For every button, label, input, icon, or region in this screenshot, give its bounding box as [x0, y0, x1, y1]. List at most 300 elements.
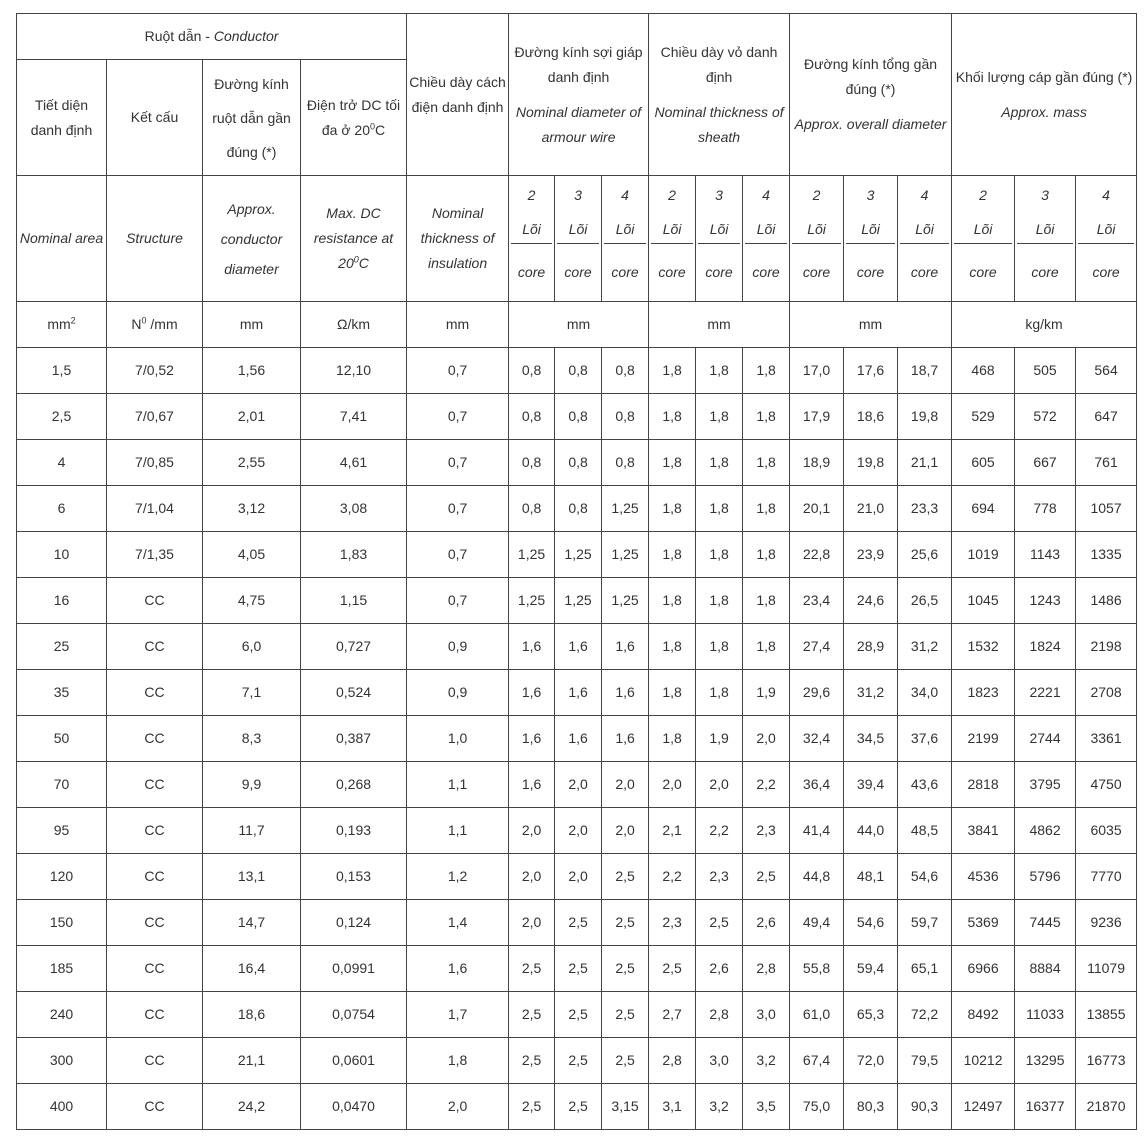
structure-header-en: Structure	[107, 176, 203, 302]
table-cell: 72,0	[844, 1038, 898, 1084]
table-cell: 1823	[952, 670, 1015, 716]
table-cell: 0,8	[555, 394, 602, 440]
table-cell: 2,5	[17, 394, 107, 440]
core-label-vi: Lõi	[662, 221, 682, 237]
table-cell: 1,25	[602, 532, 649, 578]
table-cell: 19,8	[898, 394, 952, 440]
unit-insulation: mm	[407, 302, 509, 348]
core-label-vi: Lõi	[709, 221, 729, 237]
table-cell: 18,6	[844, 394, 898, 440]
table-cell: 72,2	[898, 992, 952, 1038]
table-cell: 2,0	[555, 762, 602, 808]
table-cell: CC	[107, 716, 203, 762]
table-cell: 1,6	[602, 716, 649, 762]
unit-area: $mm^2$	[17, 302, 107, 348]
table-cell: 0,8	[602, 394, 649, 440]
table-cell: CC	[107, 762, 203, 808]
unit-sheath: mm	[649, 302, 790, 348]
table-cell: 6,0	[203, 624, 301, 670]
table-cell: 2,0	[407, 1084, 509, 1130]
table-cell: 2,5	[602, 946, 649, 992]
table-cell: 31,2	[898, 624, 952, 670]
table-cell: 4	[17, 440, 107, 486]
table-cell: 2,5	[509, 946, 555, 992]
table-cell: 6966	[952, 946, 1015, 992]
table-cell: 0,8	[555, 440, 602, 486]
diameter-header-vi: Đường kính ruột dẫn gần đúng (*)	[203, 60, 301, 176]
table-cell: 7/1,04	[107, 486, 203, 532]
table-cell: 1,8	[649, 486, 696, 532]
core-count: 4	[920, 187, 929, 203]
table-cell: 95	[17, 808, 107, 854]
table-cell: 2,0	[602, 762, 649, 808]
table-cell: 2,5	[743, 854, 790, 900]
table-cell: 1,8	[649, 532, 696, 578]
core-label-vi: Lõi	[973, 221, 993, 237]
table-cell: 0,7	[407, 348, 509, 394]
table-row	[17, 992, 1137, 1038]
table-cell: 1,6	[407, 946, 509, 992]
table-cell: 2,0	[602, 808, 649, 854]
table-cell: 1,0	[407, 716, 509, 762]
table-cell: 0,9	[407, 624, 509, 670]
table-cell: 1335	[1076, 532, 1137, 578]
table-cell: 2,0	[649, 762, 696, 808]
table-cell: 4,75	[203, 578, 301, 624]
insulation-header-vi: Chiều dày cách điện danh định	[407, 14, 509, 176]
table-cell: 2,8	[649, 1038, 696, 1084]
table-cell: 1,8	[649, 440, 696, 486]
table-row	[17, 762, 1137, 808]
table-cell: 80,3	[844, 1084, 898, 1130]
table-cell: 3,2	[743, 1038, 790, 1084]
table-cell: 2,5	[602, 900, 649, 946]
table-row	[17, 440, 1137, 486]
table-cell: 2,5	[696, 900, 743, 946]
table-cell: 17,9	[790, 394, 844, 440]
table-cell: 7/0,85	[107, 440, 203, 486]
table-cell: 50	[17, 716, 107, 762]
table-cell: 1,8	[743, 440, 790, 486]
table-cell: 667	[1015, 440, 1076, 486]
table-cell: 2,0	[743, 716, 790, 762]
table-cell: 2,0	[509, 808, 555, 854]
table-cell: 0,8	[555, 486, 602, 532]
table-cell: 1,6	[509, 670, 555, 716]
table-cell: 22,8	[790, 532, 844, 578]
core-count: 2	[668, 187, 676, 203]
table-cell: 32,4	[790, 716, 844, 762]
table-cell: 2,3	[649, 900, 696, 946]
table-cell: 10212	[952, 1038, 1015, 1084]
table-cell: 65,3	[844, 992, 898, 1038]
core-label-vi: Lõi	[807, 221, 826, 237]
sheath-header: Chiều dày vỏ danh định Nominal thickness of sheath	[649, 14, 790, 176]
core-label-vi: Lõi	[522, 221, 541, 237]
table-cell: 16377	[1015, 1084, 1076, 1130]
table-cell: 31,2	[844, 670, 898, 716]
core-label-en: core	[517, 263, 546, 280]
table-cell: 16,4	[203, 946, 301, 992]
core-count: 2	[979, 187, 987, 203]
table-cell: 0,8	[509, 348, 555, 394]
table-cell: 120	[17, 854, 107, 900]
table-cell: 1,8	[649, 670, 696, 716]
table-cell: 13295	[1015, 1038, 1076, 1084]
mass-header: Khối lượng cáp gần đúng (*) Approx. mass	[952, 14, 1137, 176]
table-cell: 13855	[1076, 992, 1137, 1038]
table-cell: 2,5	[555, 946, 602, 992]
table-cell: 1,83	[301, 532, 407, 578]
table-cell: 400	[17, 1084, 107, 1130]
table-cell: 1532	[952, 624, 1015, 670]
table-row	[17, 394, 1137, 440]
table-cell: 26,5	[898, 578, 952, 624]
core-count: 3	[1041, 187, 1049, 203]
table-cell: 70	[17, 762, 107, 808]
table-cell: 2,0	[509, 854, 555, 900]
table-cell: 1057	[1076, 486, 1137, 532]
table-cell: 2,55	[203, 440, 301, 486]
table-cell: 1,8	[696, 532, 743, 578]
table-cell: 2,01	[203, 394, 301, 440]
table-row	[17, 946, 1137, 992]
table-cell: 2198	[1076, 624, 1137, 670]
table-cell: 36,4	[790, 762, 844, 808]
table-cell: 1045	[952, 578, 1015, 624]
core-header-sheath-2	[649, 176, 696, 302]
table-cell: 5796	[1015, 854, 1076, 900]
table-cell: 11079	[1076, 946, 1137, 992]
table-cell: 0,7	[407, 394, 509, 440]
core-label-vi: Lõi	[1035, 221, 1055, 237]
table-cell: 3,0	[743, 992, 790, 1038]
resistance-header-en: Max. DC resistance at $20^0C$	[301, 176, 407, 302]
table-cell: 35	[17, 670, 107, 716]
table-cell: 0,124	[301, 900, 407, 946]
area-header-vi: Tiết diện danh định	[17, 60, 107, 176]
table-cell: 1,8	[649, 716, 696, 762]
core-label-en: core	[564, 263, 592, 280]
table-cell: 1,7	[407, 992, 509, 1038]
table-cell: 39,4	[844, 762, 898, 808]
table-cell: 778	[1015, 486, 1076, 532]
table-cell: 1,6	[555, 716, 602, 762]
armour-header: Đường kính sợi giáp danh định Nominal diameter of armour wire	[509, 14, 649, 176]
core-label-en: core	[802, 263, 831, 280]
table-cell: 2,2	[696, 808, 743, 854]
table-cell: 17,0	[790, 348, 844, 394]
table-cell: 0,0754	[301, 992, 407, 1038]
table-cell: 24,2	[203, 1084, 301, 1130]
table-cell: 1486	[1076, 578, 1137, 624]
core-label-vi: Lõi	[1096, 221, 1116, 237]
table-cell: 2,5	[509, 1038, 555, 1084]
table-row	[17, 716, 1137, 762]
table-cell: 1,8	[696, 440, 743, 486]
table-cell: 3795	[1015, 762, 1076, 808]
core-label-vi: Lõi	[568, 221, 588, 237]
table-cell: 21870	[1076, 1084, 1137, 1130]
table-cell: 7,1	[203, 670, 301, 716]
table-cell: 3841	[952, 808, 1015, 854]
table-cell: 2,6	[743, 900, 790, 946]
core-label-en: core	[658, 263, 686, 280]
table-cell: 1,8	[743, 624, 790, 670]
table-cell: 7/0,67	[107, 394, 203, 440]
table-row	[17, 854, 1137, 900]
table-cell: 1,6	[555, 624, 602, 670]
table-cell: 28,9	[844, 624, 898, 670]
table-cell: 505	[1015, 348, 1076, 394]
table-cell: 572	[1015, 394, 1076, 440]
table-cell: 79,5	[898, 1038, 952, 1084]
table-cell: 43,6	[898, 762, 952, 808]
table-row	[17, 348, 1137, 394]
core-header-sheath-3	[696, 176, 743, 302]
table-cell: 4,61	[301, 440, 407, 486]
table-cell: 1,8	[649, 578, 696, 624]
table-cell: 0,0470	[301, 1084, 407, 1130]
table-cell: 18,6	[203, 992, 301, 1038]
table-cell: 0,8	[509, 440, 555, 486]
table-cell: 6	[17, 486, 107, 532]
table-cell: CC	[107, 670, 203, 716]
table-cell: 13,1	[203, 854, 301, 900]
table-cell: 1,8	[743, 578, 790, 624]
core-label-en: core	[1092, 263, 1120, 280]
table-cell: 23,3	[898, 486, 952, 532]
core-count: 2	[812, 187, 821, 203]
table-cell: 1,9	[696, 716, 743, 762]
diameter-header-en: Approx. conductor diameter	[203, 176, 301, 302]
table-cell: 23,4	[790, 578, 844, 624]
table-cell: 3,12	[203, 486, 301, 532]
table-cell: 0,727	[301, 624, 407, 670]
table-cell: 647	[1076, 394, 1137, 440]
conductor-group-header: Ruột dẫn - Conductor	[17, 14, 407, 60]
table-cell: 1243	[1015, 578, 1076, 624]
cable-spec-table	[16, 13, 1137, 1130]
table-cell: 1,8	[743, 486, 790, 532]
table-cell: 10	[17, 532, 107, 578]
table-cell: 2,0	[696, 762, 743, 808]
table-cell: 3,15	[602, 1084, 649, 1130]
core-label-vi: Lõi	[756, 221, 776, 237]
core-label-vi: Lõi	[915, 221, 934, 237]
table-row	[17, 624, 1137, 670]
table-cell: 2,8	[696, 992, 743, 1038]
table-cell: 75,0	[790, 1084, 844, 1130]
table-cell: 3,08	[301, 486, 407, 532]
table-cell: CC	[107, 1084, 203, 1130]
table-cell: 61,0	[790, 992, 844, 1038]
table-cell: 2744	[1015, 716, 1076, 762]
table-cell: 8,3	[203, 716, 301, 762]
table-cell: 1,6	[602, 624, 649, 670]
resistance-header-vi: Điện trở DC tối đa ở $20^0C$	[301, 60, 407, 176]
unit-resistance: Ω/km	[301, 302, 407, 348]
table-row	[17, 808, 1137, 854]
table-cell: 1,9	[743, 670, 790, 716]
table-cell: 1,8	[696, 670, 743, 716]
table-cell: 59,4	[844, 946, 898, 992]
core-count: 4	[762, 187, 770, 203]
table-cell: 14,7	[203, 900, 301, 946]
core-header-sheath-4	[743, 176, 790, 302]
table-cell: 2,5	[555, 1084, 602, 1130]
table-cell: 44,8	[790, 854, 844, 900]
table-cell: 1,8	[649, 624, 696, 670]
table-cell: 240	[17, 992, 107, 1038]
table-cell: 1,5	[17, 348, 107, 394]
table-row	[17, 578, 1137, 624]
table-cell: 7445	[1015, 900, 1076, 946]
table-cell: 18,9	[790, 440, 844, 486]
table-cell: 19,8	[844, 440, 898, 486]
table-cell: 2,5	[602, 1038, 649, 1084]
table-cell: 54,6	[844, 900, 898, 946]
table-cell: 2,0	[509, 900, 555, 946]
table-cell: 5369	[952, 900, 1015, 946]
table-cell: 1,6	[555, 670, 602, 716]
table-cell: 2,5	[555, 1038, 602, 1084]
table-cell: 2,5	[509, 1084, 555, 1130]
table-row	[17, 1038, 1137, 1084]
table-cell: 4,05	[203, 532, 301, 578]
table-cell: 3,5	[743, 1084, 790, 1130]
table-cell: 4536	[952, 854, 1015, 900]
table-cell: 0,9	[407, 670, 509, 716]
core-count: 3	[715, 187, 723, 203]
table-cell: CC	[107, 808, 203, 854]
table-cell: 17,6	[844, 348, 898, 394]
table-cell: 7,41	[301, 394, 407, 440]
table-cell: 18,7	[898, 348, 952, 394]
table-cell: 0,8	[509, 394, 555, 440]
table-cell: 1,2	[407, 854, 509, 900]
table-cell: 1,25	[509, 578, 555, 624]
table-row	[17, 1084, 1137, 1130]
table-cell: 3,0	[696, 1038, 743, 1084]
table-row	[17, 532, 1137, 578]
table-cell: 3361	[1076, 716, 1137, 762]
table-cell: 2221	[1015, 670, 1076, 716]
table-cell: 1,8	[743, 348, 790, 394]
core-label-en: core	[856, 263, 885, 280]
core-label-en: core	[1031, 263, 1059, 280]
table-cell: 2818	[952, 762, 1015, 808]
table-cell: 21,0	[844, 486, 898, 532]
unit-overall: mm	[790, 302, 952, 348]
table-cell: 694	[952, 486, 1015, 532]
core-label-vi: Lõi	[615, 221, 635, 237]
table-cell: 48,5	[898, 808, 952, 854]
table-cell: 7/0,52	[107, 348, 203, 394]
table-cell: 2,0	[555, 854, 602, 900]
table-cell: 59,7	[898, 900, 952, 946]
core-count: 4	[1102, 187, 1110, 203]
table-cell: 54,6	[898, 854, 952, 900]
table-cell: 0,7	[407, 578, 509, 624]
table-cell: 0,7	[407, 486, 509, 532]
table-cell: CC	[107, 992, 203, 1038]
table-cell: 21,1	[203, 1038, 301, 1084]
unit-diameter: mm	[203, 302, 301, 348]
table-cell: 2,5	[649, 946, 696, 992]
table-cell: 25,6	[898, 532, 952, 578]
table-cell: 1,1	[407, 808, 509, 854]
table-cell: 2,6	[696, 946, 743, 992]
table-cell: 1,25	[509, 532, 555, 578]
table-cell: 2,3	[743, 808, 790, 854]
table-cell: 1,8	[407, 1038, 509, 1084]
core-label-en: core	[705, 263, 733, 280]
table-cell: 2,3	[696, 854, 743, 900]
table-cell: CC	[107, 900, 203, 946]
table-cell: 2,8	[743, 946, 790, 992]
table-cell: 2708	[1076, 670, 1137, 716]
table-cell: 44,0	[844, 808, 898, 854]
table-cell: 12497	[952, 1084, 1015, 1130]
table-cell: 1143	[1015, 532, 1076, 578]
core-label-en: core	[611, 263, 639, 280]
table-cell: 23,9	[844, 532, 898, 578]
table-cell: 7/1,35	[107, 532, 203, 578]
core-header-overall-4	[898, 176, 952, 302]
table-cell: 1,8	[696, 348, 743, 394]
core-header-armour-3	[555, 176, 602, 302]
area-header-en: Nominal area	[17, 176, 107, 302]
table-cell: 21,1	[898, 440, 952, 486]
table-cell: 8492	[952, 992, 1015, 1038]
table-cell: 1,1	[407, 762, 509, 808]
unit-armour: mm	[509, 302, 649, 348]
table-cell: 1,6	[602, 670, 649, 716]
table-cell: CC	[107, 578, 203, 624]
core-header-overall-3	[844, 176, 898, 302]
table-cell: 0,524	[301, 670, 407, 716]
table-cell: 1,8	[743, 394, 790, 440]
table-cell: 0,0601	[301, 1038, 407, 1084]
table-cell: 1,25	[555, 578, 602, 624]
table-cell: 2199	[952, 716, 1015, 762]
table-cell: 1,6	[509, 624, 555, 670]
table-cell: 25	[17, 624, 107, 670]
table-cell: 1,25	[555, 532, 602, 578]
table-cell: 2,7	[649, 992, 696, 1038]
table-cell: 16773	[1076, 1038, 1137, 1084]
table-cell: 0,7	[407, 532, 509, 578]
table-cell: 9236	[1076, 900, 1137, 946]
table-cell: 6035	[1076, 808, 1137, 854]
table-cell: 11033	[1015, 992, 1076, 1038]
table-cell: 761	[1076, 440, 1137, 486]
table-cell: 1824	[1015, 624, 1076, 670]
core-label-vi: Lõi	[861, 221, 880, 237]
table-cell: 0,8	[602, 348, 649, 394]
overall-diameter-header: Đường kính tổng gần đúng (*) Approx. overall diameter	[790, 14, 952, 176]
table-cell: 37,6	[898, 716, 952, 762]
table-cell: 0,8	[602, 440, 649, 486]
table-cell: 1,8	[696, 578, 743, 624]
table-cell: 2,5	[555, 992, 602, 1038]
table-cell: 34,5	[844, 716, 898, 762]
table-cell: 4750	[1076, 762, 1137, 808]
table-cell: 3,1	[649, 1084, 696, 1130]
table-cell: 1019	[952, 532, 1015, 578]
core-label-en: core	[969, 263, 997, 280]
